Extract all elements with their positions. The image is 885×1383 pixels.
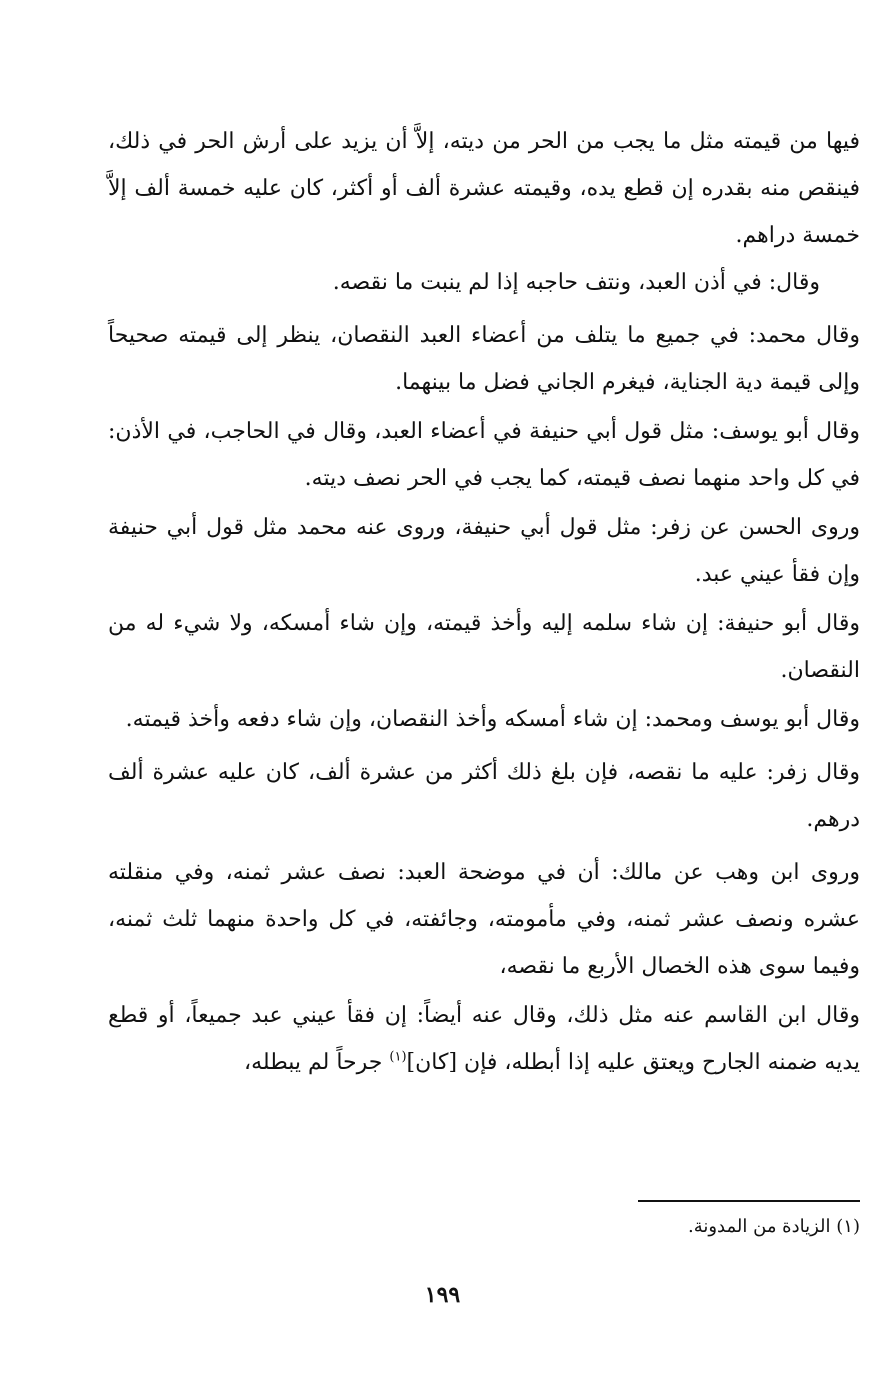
footnote-divider xyxy=(638,1200,860,1202)
footnote: (١) الزيادة من المدونة. xyxy=(687,1216,860,1237)
paragraph-4: وقال أبو يوسف: مثل قول أبي حنيفة في أعضاء العبد، وقال في الحاجب، في الأذن: في كل واحد منهما نصف قيمته، كما يجب في الحر نصف ديته. xyxy=(108,419,860,491)
page-number: ١٩٩ xyxy=(424,1282,461,1308)
footnote-marker: (١) xyxy=(389,1049,407,1065)
paragraph-3: وقال محمد: في جميع ما يتلف من أعضاء العبد النقصان، ينظر إلى قيمته صحيحاً وإلى قيمة دية الجناية، فيغرم الجاني فضل ما بينهما. xyxy=(108,323,860,395)
paragraph-6: وقال أبو حنيفة: إن شاء سلمه إليه وأخذ قيمته، وإن شاء أمسكه، ولا شيء له من النقصان. xyxy=(108,611,860,683)
paragraph-9: وروى ابن وهب عن مالك: أن في موضحة العبد: نصف عشر ثمنه، وفي منقلته عشره ونصف عشر ثمنه، وفي مأمومته، وجائفته، في كل واحدة منهما ثلث ثمنه، وفيما سوى هذه الخصال الأربع ما نقصه، xyxy=(108,860,860,979)
paragraph-5: وروى الحسن عن زفر: مثل قول أبي حنيفة، وروى عنه محمد مثل قول أبي حنيفة وإن فقأ عيني عبد. xyxy=(108,515,860,587)
body-text xyxy=(108,118,860,1086)
paragraph-7: وقال أبو يوسف ومحمد: إن شاء أمسكه وأخذ النقصان، وإن شاء دفعه وأخذ قيمته. xyxy=(125,707,860,732)
paragraph-10-text: وقال ابن القاسم عنه مثل ذلك، وقال عنه أيضاً: إن فقأ عيني عبد جميعاً، أو قطع يديه ضمنه الجارح ويعتق عليه إذا أبطله، فإن [كان] xyxy=(108,1003,860,1075)
paragraph-2: وقال: في أذن العبد، ونتف حاجبه إذا لم ينبت ما نقصه. xyxy=(332,270,820,295)
paragraph-10 xyxy=(108,992,860,1086)
paragraph-1: فيها من قيمته مثل ما يجب من الحر من ديته، إلاَّ أن يزيد على أرش الحر في ذلك، فينقص منه بقدره إن قطع يده، وقيمته عشرة ألف أو أكثر، كان عليه خمسة ألف إلاَّ خمسة دراهم. xyxy=(108,129,860,248)
paragraph-8: وقال زفر: عليه ما نقصه، فإن بلغ ذلك أكثر من عشرة ألف، كان عليه عشرة ألف درهم. xyxy=(108,760,860,832)
paragraph-10-tail: جرحاً لم يبطله، xyxy=(244,1050,390,1075)
